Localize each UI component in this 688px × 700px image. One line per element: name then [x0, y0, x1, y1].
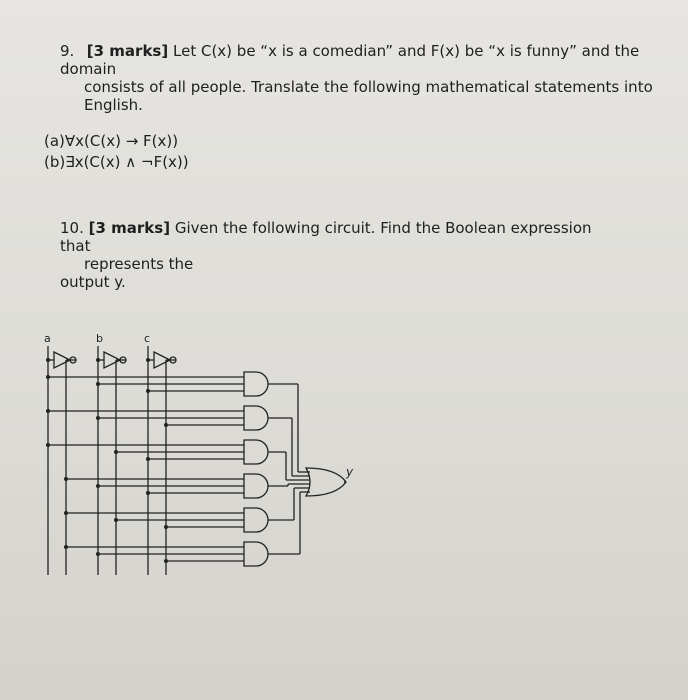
junction-dot: [164, 559, 168, 563]
question-9-part-a: (a)∀x(C(x) → F(x)): [44, 132, 179, 150]
and-gate: [244, 542, 268, 566]
question-9-line2: consists of all people. Translate the following mathematical statements into: [84, 78, 653, 96]
question-10: [60, 219, 620, 291]
question-9-line1: Let C(x) be “x is a comedian” and F(x) be “x is funny” and the domain: [60, 42, 640, 78]
question-10-marks: [3 marks]: [88, 219, 171, 237]
question-9-line3: English.: [84, 96, 143, 114]
question-10-line1: Given the following circuit. Find the Boolean expression that: [60, 219, 592, 255]
junction-dot: [96, 416, 100, 420]
and-gate: [244, 406, 268, 430]
junction-dot: [114, 450, 118, 454]
junction-dot: [146, 491, 150, 495]
junction-dot: [96, 484, 100, 488]
junction-dot: [46, 409, 50, 413]
junction-dot: [114, 518, 118, 522]
and-gate: [244, 372, 268, 396]
question-9: [60, 42, 670, 114]
junction-dot: [64, 511, 68, 515]
input-label-a: a: [44, 332, 51, 345]
question-10-line2: represents the: [84, 255, 194, 273]
question-10-line3: output y.: [60, 273, 126, 291]
and-gate: [244, 474, 268, 498]
input-label-c: c: [144, 332, 151, 345]
junction-dot: [164, 423, 168, 427]
question-9-parts: [44, 131, 189, 173]
junction-dot: [146, 389, 150, 393]
input-label-b: b: [96, 332, 103, 345]
output-label-y: y: [346, 465, 354, 479]
question-10-number: 10.: [60, 219, 84, 237]
and-gate: [244, 508, 268, 532]
junction-dot: [46, 443, 50, 447]
junction-dot: [96, 552, 100, 556]
junction-dot: [146, 457, 150, 461]
question-9-part-b: (b)∃x(C(x) ∧ ¬F(x)): [44, 153, 189, 171]
or-gate: [306, 468, 346, 496]
junction-dot: [46, 375, 50, 379]
logic-circuit-diagram: [36, 330, 366, 590]
and-gate: [244, 440, 268, 464]
junction-dot: [96, 382, 100, 386]
junction-dot: [64, 545, 68, 549]
junction-dot: [64, 477, 68, 481]
junction-dot: [164, 525, 168, 529]
question-9-number: 9.: [60, 42, 75, 60]
question-9-marks: [3 marks]: [86, 42, 169, 60]
